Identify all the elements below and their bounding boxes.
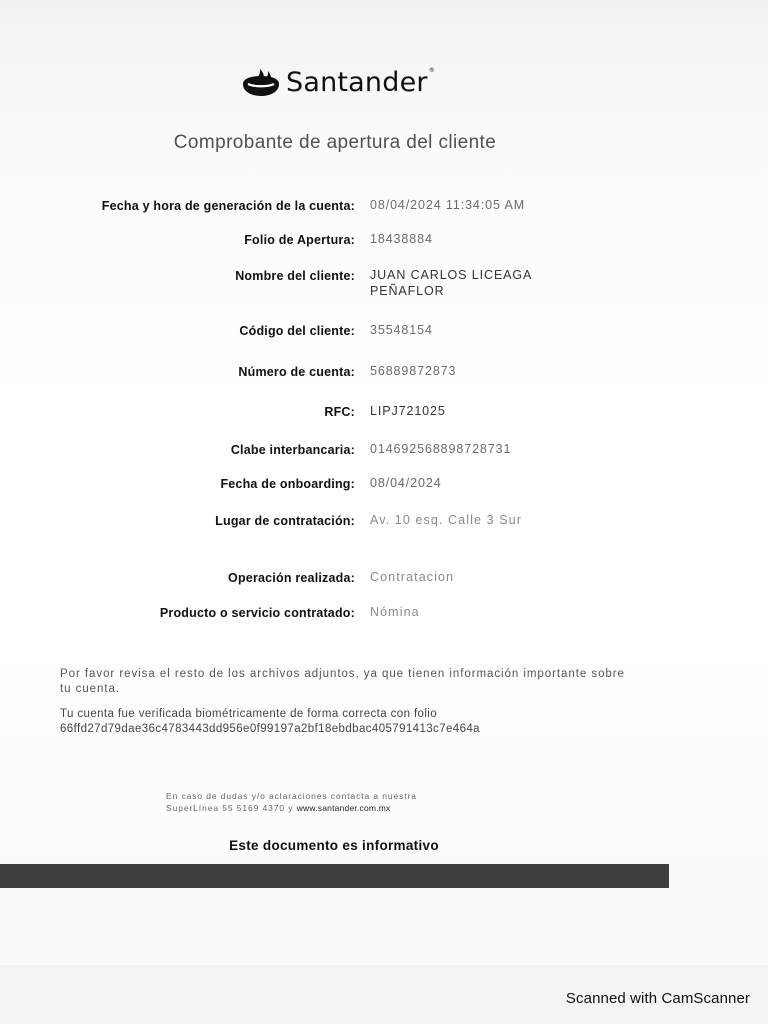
field-label: Fecha y hora de generación de la cuenta: (101, 199, 355, 213)
field-producto-servicio (0, 606, 768, 628)
field-value: 18438884 (370, 232, 433, 246)
field-lugar-contratacion (0, 514, 768, 536)
biometric-text: Tu cuenta fue verificada biométricamente de forma correcta con folio (60, 708, 438, 720)
brand-name: Santander® (286, 66, 435, 98)
field-value: 56889872873 (370, 364, 457, 378)
field-label: Nombre del cliente: (235, 269, 355, 283)
field-label: Folio de Apertura: (244, 233, 355, 247)
field-value: 08/04/2024 11:34:05 AM (370, 198, 526, 212)
field-value: Av. 10 esq. Calle 3 Sur (370, 513, 522, 527)
field-label: Número de cuenta: (238, 365, 355, 379)
contact-info (166, 790, 417, 814)
field-value: 08/04/2024 (370, 476, 442, 490)
santander-website-link[interactable]: www.santander.com.mx (296, 803, 391, 813)
field-value: 35548154 (370, 323, 433, 337)
field-label: RFC: (324, 405, 355, 419)
field-label: Operación realizada: (228, 571, 355, 585)
field-label: Fecha de onboarding: (220, 477, 355, 491)
field-numero-cuenta (0, 365, 768, 387)
name-line-1: JUAN CARLOS LICEAGA (370, 268, 533, 282)
field-folio-apertura (0, 233, 768, 255)
contact-line-1: En caso de dudas y/o aclaraciones contacta a nuestra (166, 791, 417, 801)
biometric-folio: 66ffd27d79dae36c4783443dd956e0f99197a2bf18ebdbac405791413c7e464a (60, 723, 480, 735)
field-codigo-cliente (0, 324, 768, 346)
field-fecha-hora-generacion (0, 199, 768, 221)
field-label: Código del cliente: (239, 324, 355, 338)
attachments-notice: Por favor revisa el resto de los archivos adjuntos, ya que tienen información importante sobre tu cuenta. (60, 668, 625, 695)
field-label: Lugar de contratación: (215, 514, 355, 528)
contact-phone: SuperLínea 55 5169 4370 y (166, 803, 297, 813)
field-value: Nómina (370, 605, 420, 619)
santander-flame-icon (242, 67, 280, 97)
name-line-2: PEÑAFLOR (370, 284, 445, 298)
field-rfc (0, 405, 768, 427)
informative-note: Este documento es informativo (229, 838, 439, 853)
field-value (370, 267, 532, 299)
field-operacion-realizada (0, 571, 768, 593)
biometric-verification (60, 707, 640, 737)
footer-bar (0, 864, 669, 888)
document-title: Comprobante de apertura del cliente (173, 132, 497, 153)
field-value: LIPJ721025 (370, 404, 446, 418)
field-clabe-interbancaria (0, 443, 768, 465)
field-label: Clabe interbancaria: (230, 443, 355, 457)
field-label: Producto o servicio contratado: (159, 606, 355, 620)
santander-logo (242, 62, 435, 102)
field-value: Contratacion (370, 570, 455, 584)
field-fecha-onboarding (0, 477, 768, 499)
field-nombre-cliente (0, 269, 768, 303)
field-value: 014692568898728731 (370, 442, 512, 456)
camscanner-watermark: Scanned with CamScanner (565, 990, 750, 1007)
